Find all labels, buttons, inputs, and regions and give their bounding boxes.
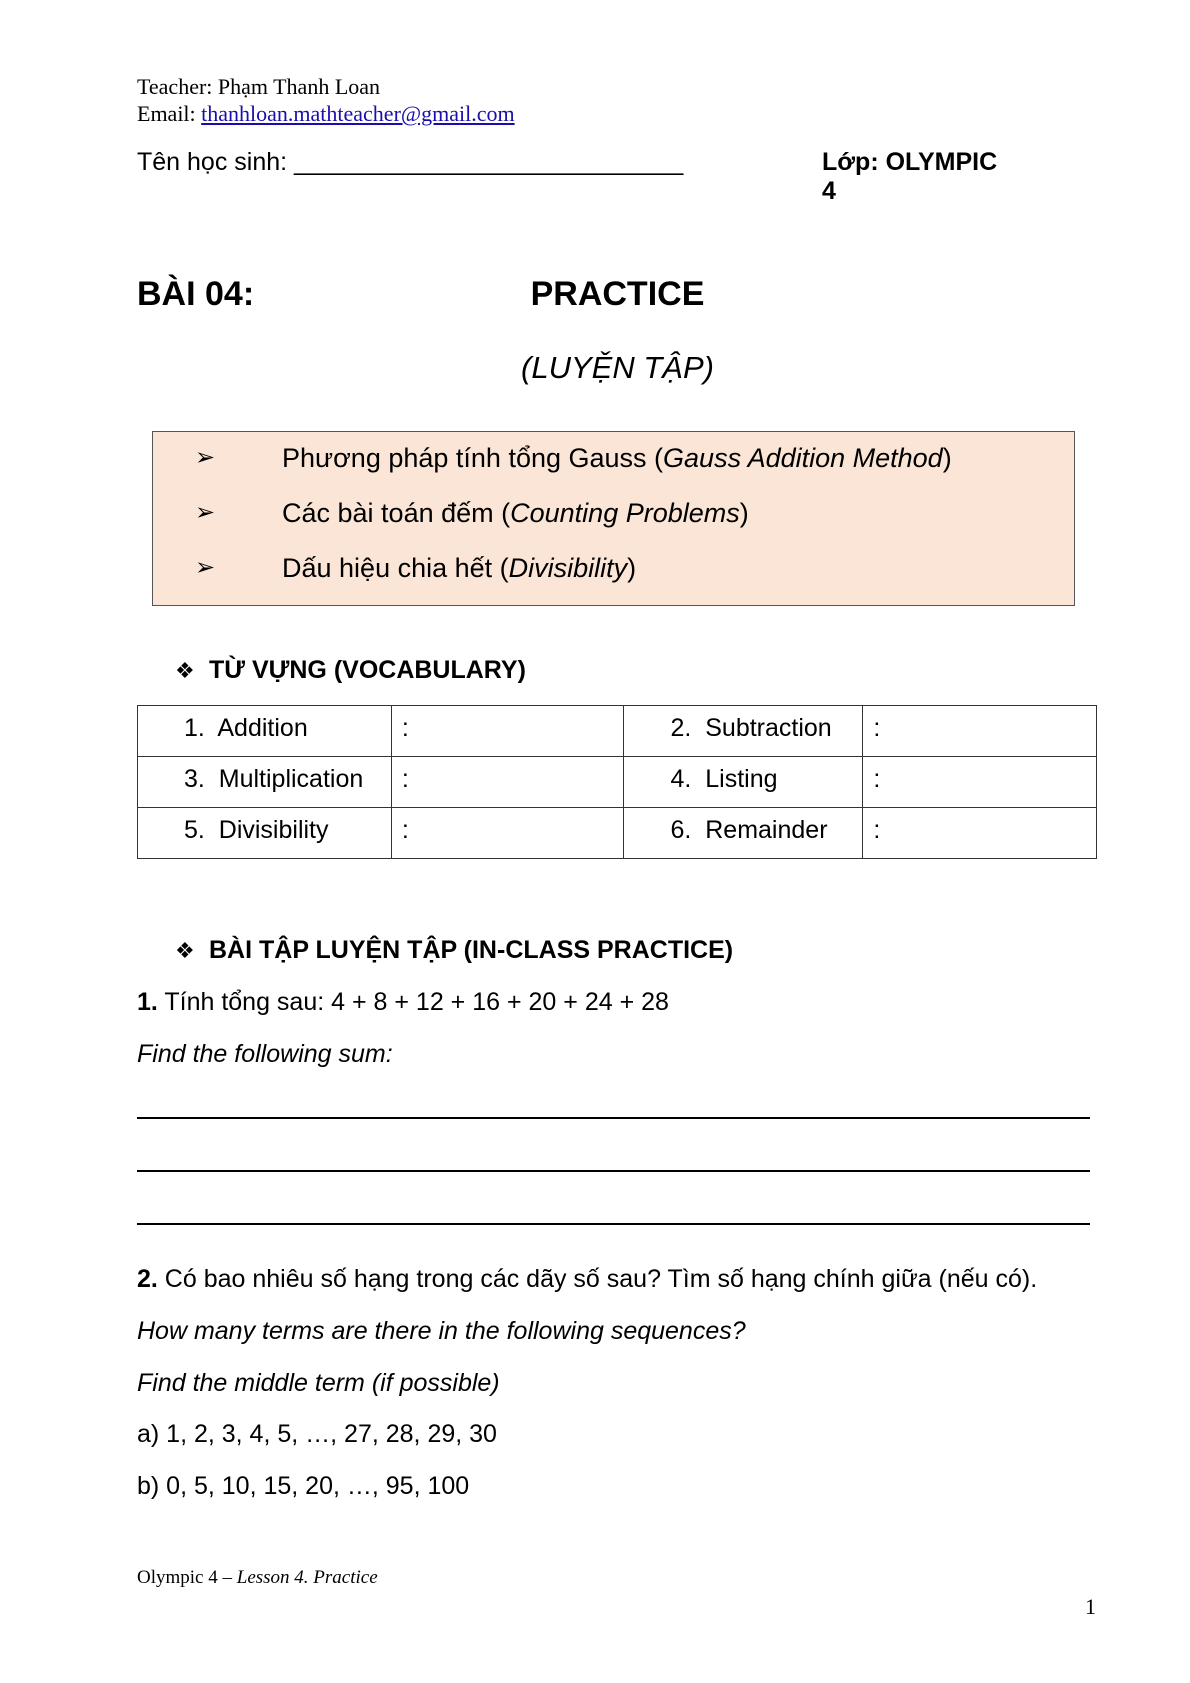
vocab-term-cell: 4. Listing xyxy=(624,757,863,808)
question-text: Có bao nhiêu số hạng trong các dãy số sau? Tìm số hạng chính giữa (nếu có). xyxy=(157,1265,1038,1293)
question-1-english: Find the following sum: xyxy=(137,1040,393,1068)
vocab-term-cell: 1. Addition xyxy=(138,706,392,757)
vocab-definition-cell[interactable]: : xyxy=(391,757,624,808)
student-name-field[interactable]: Tên học sinh: ____________________________ xyxy=(137,148,684,176)
topic-en: Gauss Addition Method xyxy=(663,443,943,473)
topic-item xyxy=(153,438,1074,478)
vocabulary-table xyxy=(137,705,1097,859)
diamond-bullet-icon: ❖ xyxy=(175,658,195,683)
question-2 xyxy=(137,1265,1037,1294)
email-label: Email: xyxy=(137,101,202,126)
diamond-bullet-icon: ❖ xyxy=(175,938,195,963)
footer-lesson: Lesson 4. Practice xyxy=(236,1567,378,1588)
footer xyxy=(137,1567,378,1589)
vocabulary-heading xyxy=(175,656,526,685)
class-label: Lớp: OLYMPIC 4 xyxy=(822,148,998,205)
vocab-definition-cell[interactable]: : xyxy=(391,706,624,757)
table-row xyxy=(138,757,1097,808)
vocab-definition-cell[interactable]: : xyxy=(863,757,1097,808)
lesson-subtitle: (LUYỆN TẬP) xyxy=(521,350,714,385)
vocab-term-cell: 3. Multiplication xyxy=(138,757,392,808)
vocabulary-heading-text: TỪ VỰNG (VOCABULARY) xyxy=(209,656,526,684)
topic-vi: Các bài toán đếm ( xyxy=(282,498,511,528)
answer-line[interactable] xyxy=(137,1170,1090,1172)
topic-item xyxy=(153,493,1074,533)
email-line xyxy=(137,100,515,128)
vocab-term-cell: 2. Subtraction xyxy=(624,706,863,757)
topic-en: Counting Problems xyxy=(510,498,740,528)
vocab-term-cell: 6. Remainder xyxy=(624,808,863,859)
sequence-b: b) 0, 5, 10, 15, 20, …, 95, 100 xyxy=(137,1472,470,1500)
arrow-bullet-icon: ➢ xyxy=(195,499,216,526)
question-number: 2. xyxy=(137,1265,158,1293)
vocab-definition-cell[interactable]: : xyxy=(391,808,624,859)
question-text: Tính tổng sau: 4 + 8 + 12 + 16 + 20 + 24 + 28 xyxy=(157,988,669,1016)
table-row xyxy=(138,706,1097,757)
arrow-bullet-icon: ➢ xyxy=(195,444,216,471)
topics-box xyxy=(152,431,1075,606)
arrow-bullet-icon: ➢ xyxy=(195,554,216,581)
topic-close: ) xyxy=(942,443,952,473)
answer-line[interactable] xyxy=(137,1117,1090,1119)
topic-close: ) xyxy=(627,553,637,583)
lesson-number: BÀI 04: xyxy=(137,275,255,313)
practice-heading-text: BÀI TẬP LUYỆN TẬP (IN-CLASS PRACTICE) xyxy=(209,936,734,964)
student-info-row xyxy=(137,148,1017,205)
question-2-english-1: How many terms are there in the following sequences? xyxy=(137,1317,746,1345)
page-number: 1 xyxy=(1085,1594,1096,1619)
topic-en: Divisibility xyxy=(508,553,628,583)
sequence-a: a) 1, 2, 3, 4, 5, …, 27, 28, 29, 30 xyxy=(137,1420,497,1448)
vocab-definition-cell[interactable]: : xyxy=(863,808,1097,859)
question-2-english-2: Find the middle term (if possible) xyxy=(137,1369,500,1397)
question-number: 1. xyxy=(137,988,158,1016)
vocab-term-cell: 5. Divisibility xyxy=(138,808,392,859)
teacher-name: Teacher: Phạm Thanh Loan xyxy=(137,74,381,99)
answer-line[interactable] xyxy=(137,1223,1090,1225)
practice-heading xyxy=(175,936,733,965)
topic-close: ) xyxy=(739,498,749,528)
topic-item xyxy=(153,548,1074,588)
email-link[interactable]: thanhloan.mathteacher@gmail.com xyxy=(201,101,515,126)
footer-course: Olympic 4 – xyxy=(137,1567,237,1588)
topic-vi: Phương pháp tính tổng Gauss ( xyxy=(282,443,664,473)
table-row xyxy=(138,808,1097,859)
vocab-definition-cell[interactable]: : xyxy=(863,706,1097,757)
topic-vi: Dấu hiệu chia hết ( xyxy=(282,553,509,583)
lesson-title: PRACTICE xyxy=(530,275,705,313)
question-1 xyxy=(137,988,669,1017)
